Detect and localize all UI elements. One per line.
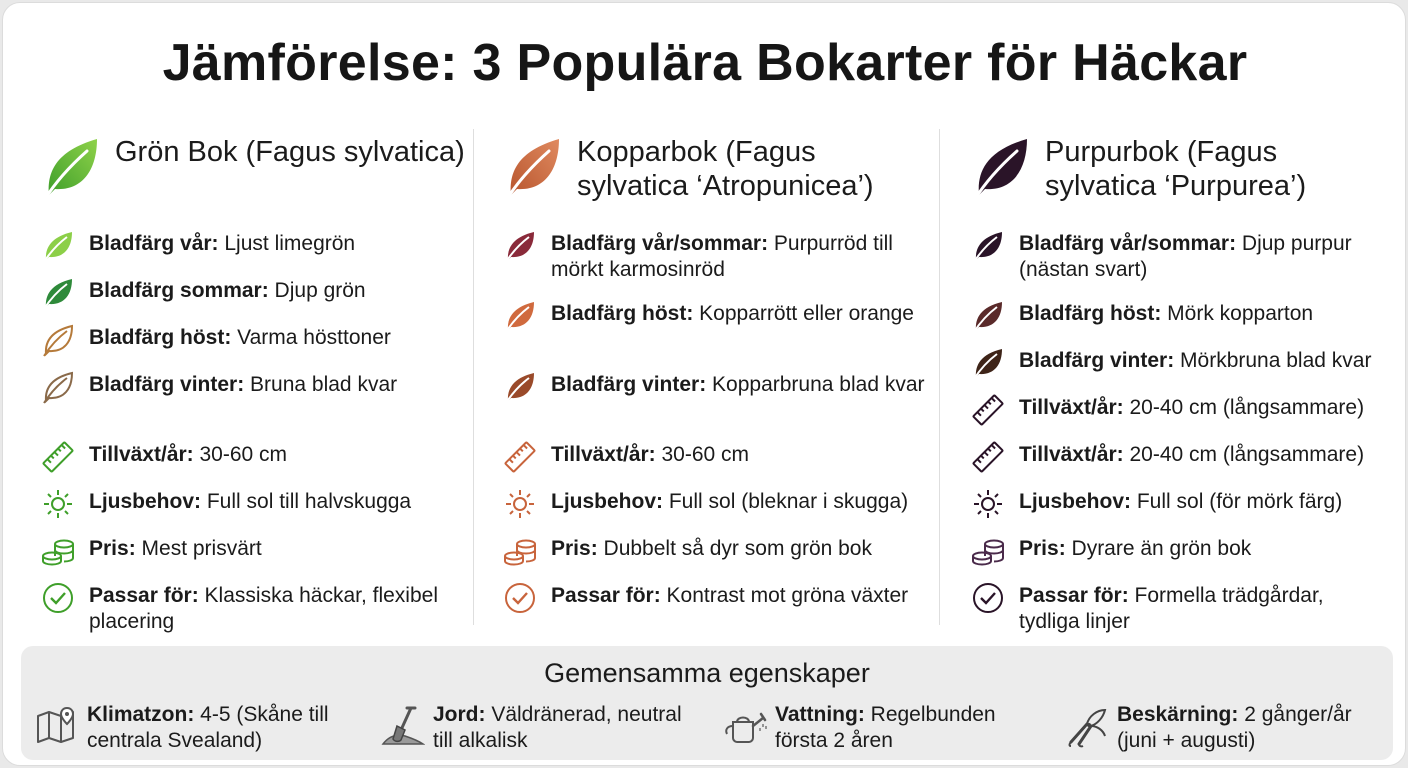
attribute-label: Tillväxt/år: — [1019, 396, 1124, 419]
column-title: Purpurbok (Fagus sylvatica ‘Purpurea’) — [1045, 136, 1307, 202]
attribute-label: Ljusbehov: — [89, 490, 202, 513]
green-leaf-icon — [41, 133, 101, 201]
attribute-value: Ljust limegrön — [218, 232, 356, 255]
page-title: Jämförelse: 3 Populära Bokarter för Häckar — [162, 34, 1248, 92]
attribute-label: Pris: — [551, 537, 598, 560]
dark-copper-leaf-icon — [971, 299, 1005, 333]
sun-icon — [971, 487, 1005, 521]
dark-green-leaf-icon — [41, 276, 75, 310]
common-value: Regelbunden första 2 åren — [775, 703, 996, 752]
common-label: Beskärning: — [1117, 703, 1239, 726]
watering-can-icon — [723, 704, 767, 748]
attribute-label: Tillväxt/år: — [1019, 443, 1124, 466]
attribute-value: 20-40 cm (långsammare) — [1123, 443, 1365, 466]
attribute-label: Passar för: — [89, 584, 199, 607]
attribute-label: Bladfärg vinter: — [551, 373, 707, 396]
attribute-value: 20-40 cm (långsammare) — [1123, 396, 1365, 419]
outline-leaf-icon — [41, 370, 75, 404]
ruler-icon — [971, 393, 1005, 427]
attribute-label: Bladfärg sommar: — [89, 279, 269, 302]
copper-leaf-icon — [503, 133, 563, 201]
outline-leaf-icon — [41, 323, 75, 357]
attribute-label: Passar för: — [551, 584, 661, 607]
attribute-value: Dyrare än grön bok — [1065, 537, 1252, 560]
copper-leaf-icon — [503, 299, 537, 333]
common-item — [35, 702, 355, 756]
attribute-label: Bladfärg höst: — [1019, 302, 1162, 325]
attribute-value: Kopparbruna blad kvar — [706, 373, 925, 396]
dark-brown-leaf-icon — [971, 346, 1005, 380]
column-divider — [939, 129, 940, 625]
column-header — [501, 129, 931, 209]
attribute-value: Full sol (för mörk färg) — [1131, 490, 1343, 513]
common-label: Jord: — [433, 703, 486, 726]
attribute-value: Mest prisvärt — [135, 537, 262, 560]
attribute-label: Passar för: — [1019, 584, 1129, 607]
common-item — [1065, 702, 1385, 756]
attribute-label: Tillväxt/år: — [551, 443, 656, 466]
attribute-value: Purpurröd till mörkt karmosinröd — [551, 232, 893, 281]
ruler-icon — [41, 440, 75, 474]
attribute-label: Tillväxt/år: — [89, 443, 194, 466]
column-title: Kopparbok (Fagus sylvatica ‘Atropunicea’) — [577, 136, 874, 202]
coins-icon — [503, 534, 537, 568]
column-header — [969, 129, 1389, 209]
common-label: Vattning: — [775, 703, 865, 726]
attribute-value: Klassiska häckar, flexibel placering — [89, 584, 438, 633]
attribute-value: Kontrast mot gröna växter — [660, 584, 909, 607]
attribute-label: Ljusbehov: — [1019, 490, 1132, 513]
attribute-label: Bladfärg vår: — [89, 232, 219, 255]
attribute-label: Bladfärg vår/sommar: — [551, 232, 769, 255]
attribute-label: Ljusbehov: — [551, 490, 664, 513]
attribute-label: Pris: — [1019, 537, 1066, 560]
purple-leaf-icon — [971, 133, 1031, 201]
column-gron-bok — [39, 129, 469, 633]
common-item — [723, 702, 1043, 756]
attribute-value: Mörk kopparton — [1161, 302, 1314, 325]
pruning-shears-icon — [1065, 704, 1109, 748]
attribute-label: Bladfärg vår/sommar: — [1019, 232, 1237, 255]
shovel-soil-icon — [381, 704, 425, 748]
red-leaf-icon — [503, 229, 537, 263]
attribute-value: Mörkbruna blad kvar — [1174, 349, 1372, 372]
coins-icon — [41, 534, 75, 568]
common-label: Klimatzon: — [87, 703, 195, 726]
coins-icon — [971, 534, 1005, 568]
purple-leaf-icon — [971, 229, 1005, 263]
sun-icon — [503, 487, 537, 521]
check-circle-icon — [41, 581, 75, 615]
light-green-leaf-icon — [41, 229, 75, 263]
check-circle-icon — [503, 581, 537, 615]
ruler-icon — [503, 440, 537, 474]
attribute-value: Varma hösttoner — [231, 326, 391, 349]
common-value: 2 gånger/år (juni + augusti) — [1117, 703, 1352, 752]
common-value: 4-5 (Skåne till centrala Svealand) — [87, 703, 329, 752]
column-title: Grön Bok (Fagus sylvatica) — [115, 136, 465, 168]
attribute-value: 30-60 cm — [193, 443, 288, 466]
column-purpurbok — [969, 129, 1389, 633]
attribute-value: Kopparrött eller orange — [693, 302, 914, 325]
comparison-card — [2, 2, 1406, 766]
attribute-value: Dubbelt så dyr som grön bok — [597, 537, 872, 560]
column-header — [39, 129, 469, 209]
ruler-icon — [971, 440, 1005, 474]
sun-icon — [41, 487, 75, 521]
common-properties-title: Gemensamma egenskaper — [544, 658, 870, 688]
attribute-value: Djup grön — [268, 279, 366, 302]
column-divider — [473, 129, 474, 625]
common-item — [381, 702, 701, 756]
attribute-label: Bladfärg höst: — [551, 302, 694, 325]
attribute-value: 30-60 cm — [655, 443, 750, 466]
column-kopparbok — [501, 129, 931, 629]
attribute-label: Bladfärg vinter: — [1019, 349, 1175, 372]
attribute-label: Bladfärg vinter: — [89, 373, 245, 396]
map-pin-icon — [35, 704, 79, 748]
attribute-label: Bladfärg höst: — [89, 326, 232, 349]
attribute-label: Pris: — [89, 537, 136, 560]
attribute-value: Djup purpur (nästan svart) — [1019, 232, 1352, 281]
attribute-value: Full sol (bleknar i skugga) — [663, 490, 909, 513]
common-value: Väldränerad, neutral till alkalisk — [433, 703, 682, 752]
attribute-value: Formella trädgårdar, tydliga linjer — [1019, 584, 1324, 633]
check-circle-icon — [971, 581, 1005, 615]
attribute-value: Full sol till halvskugga — [201, 490, 412, 513]
common-properties-panel — [21, 646, 1393, 760]
brown-leaf-icon — [503, 370, 537, 404]
attribute-value: Bruna blad kvar — [244, 373, 398, 396]
